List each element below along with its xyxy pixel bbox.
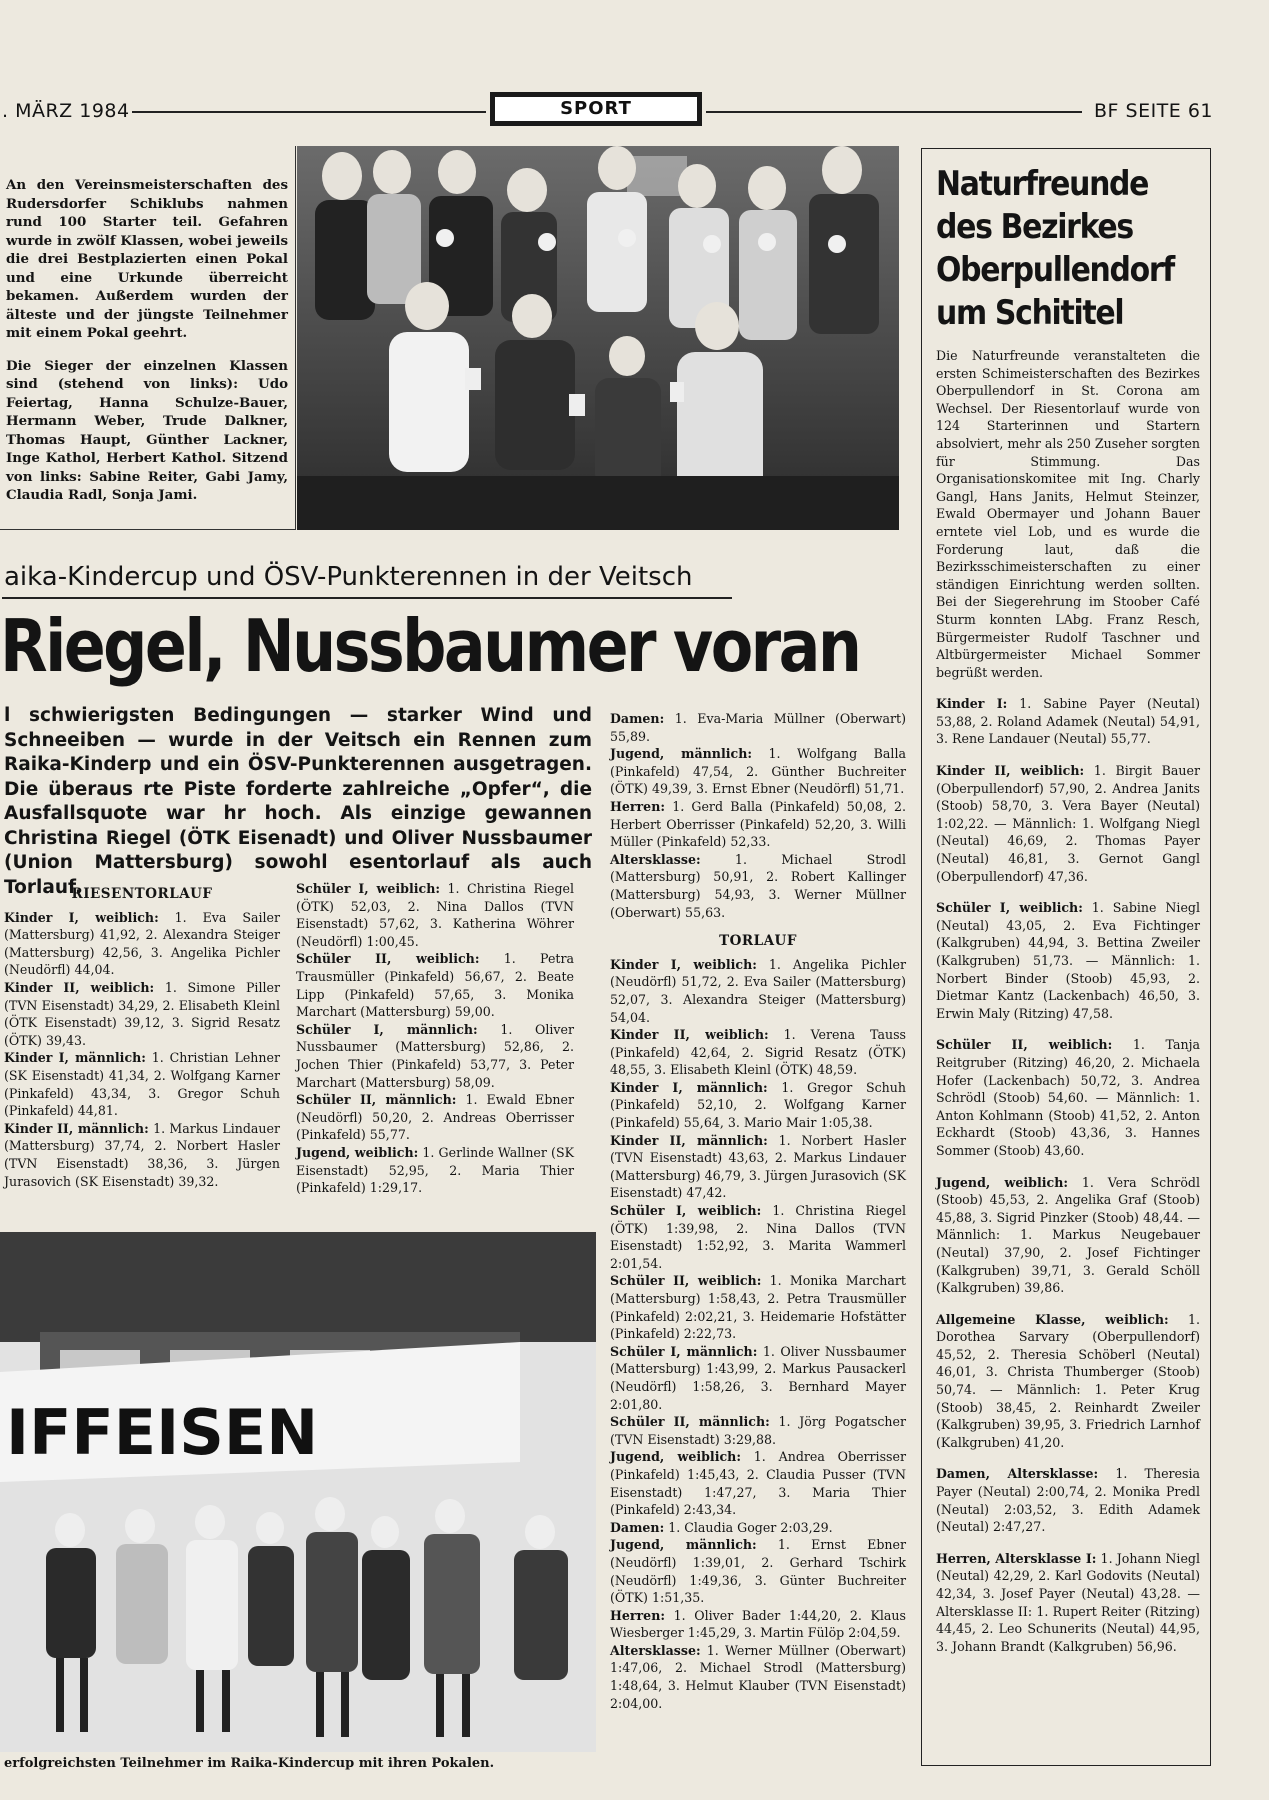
result-entry: Kinder II, männlich: 1. Norbert Hasler (TVN Eisenstadt) 43,63, 2. Markus Lindauer (Mattersburg) 46,79, 3. Jürgen Jurasovich (SK Eisenstadt) 47,42. xyxy=(610,1132,906,1201)
sidebar-result: Schüler II, weiblich: 1. Tanja Reitgruber (Ritzing) 46,20, 2. Michaela Hofer (Lackenbach) 50,72, 3. Andrea Schrödl (Stoob) 54,60. — Männlich: 1. Anton Kohlmann (Stoob) 41,52, 2. Anton Eckhardt (Stoob) 43,36, 3. Hannes Sommer (Stoob) 43,60. xyxy=(936,1037,1200,1158)
result-entry: Altersklasse: 1. Werner Müllner (Oberwart) 1:47,06, 2. Michael Strodl (Mattersburg) 1:48,64, 3. Helmut Klauber (TVN Eisenstadt) 2:04,00. xyxy=(610,1642,906,1711)
result-entry: Schüler II, männlich: 1. Ewald Ebner (Neudörfl) 50,20, 2. Andreas Oberrisser (Pinkafeld) 55,77. xyxy=(296,1092,574,1143)
result-entry: Jugend, männlich: 1. Wolfgang Balla (Pinkafeld) 47,54, 2. Günther Buchreiter (ÖTK) 49,39, 3. Ernst Ebner (Neudörfl) 51,71. xyxy=(610,746,906,797)
kicker-underline xyxy=(2,597,732,599)
result-entry: Altersklasse: 1. Michael Strodl (Mattersburg) 50,91, 2. Robert Kallinger (Mattersburg) 54,93, 3. Werner Müllner (Oberwart) 55,63. xyxy=(610,851,906,920)
result-entry: Schüler I, männlich: 1. Oliver Nussbaumer (Mattersburg) 1:43,99, 2. Markus Pausackerl (Neudörfl) 1:58,26, 3. Bernhard Mayer 2:01,80. xyxy=(610,1343,906,1412)
sidebar-headline-line: des Bezirkes xyxy=(936,207,1133,247)
kids-photo xyxy=(0,1232,596,1752)
result-entry: Jugend, weiblich: 1. Andrea Oberrisser (Pinkafeld) 1:45,43, 2. Claudia Pusser (TVN Eisenstadt) 1:47,27, 3. Maria Thier (Pinkafeld) 2:43,34. xyxy=(610,1449,906,1518)
article-headline: Riegel, Nussbaumer voran xyxy=(0,604,860,688)
result-entry: Kinder II, weiblich: 1. Verena Tauss (Pinkafeld) 42,64, 2. Sigrid Resatz (ÖTK) 48,55, 3. Elisabeth Kleinl (ÖTK) 48,59. xyxy=(610,1027,906,1078)
sidebar-result: Jugend, weiblich: 1. Vera Schrödl (Stoob) 45,53, 2. Angelika Graf (Stoob) 45,88, 3. Sigrid Pinzker (Stoob) 48,44. — Männlich: 1. Markus Neugebauer (Neutal) 37,90, 2. Josef Fichtinger (Kalkgruben) 39,71, 3. Gerald Schöll (Kalkgruben) 39,86. xyxy=(936,1174,1200,1296)
results-column-3 xyxy=(610,710,906,1712)
sidebar-intro: Die Naturfreunde veranstalteten die ersten Schimeisterschaften des Bezirkes Oberpullendorf in St. Corona am Wechsel. Der Riesentorlauf wurde von 124 Starterinnen und Startern absolviert, mehr als 250 Zuseher sorgten für Stimmung. Das Organisationskomitee mit Ing. Charly Gangl, Hans Janits, Helmut Steinzer, Ewald Obermayer und Johann Bauer erntete viel Lob, und es wurde die Forderung laut, daß die Bezirksschimeisterschaften zu einer ständigen Einrichtung werden sollten. Bei der Siegerehrung im Stoober Café Sturm konnten LAbg. Franz Resch, Bürgermeister Rudolf Taschner und Altbürgermeister Michael Sommer begrüßt werden. xyxy=(936,348,1201,680)
result-entry: Jugend, männlich: 1. Ernst Ebner (Neudörfl) 1:39,01, 2. Gerhard Tschirk (Neudörfl) 1:49,36, 3. Günter Buchreiter (ÖTK) 1:51,35. xyxy=(610,1537,906,1606)
sidebar-result: Herren, Altersklasse I: 1. Johann Niegl (Neutal) 42,29, 2. Karl Godovits (Neutal) 42,34, 3. Josef Payer (Neutal) 43,28. — Altersklasse II: 1. Rupert Reiter (Ritzing) 44,45, 2. Leo Schunerits (Neutal) 44,95, 3. Johann Brandt (Kalkgruben) 56,96. xyxy=(936,1550,1200,1654)
result-entry: Schüler II, männlich: 1. Jörg Pogatscher (TVN Eisenstadt) 3:29,88. xyxy=(610,1414,906,1447)
caption-paragraph-1: An den Vereinsmeisterschaften des Rudersdorfer Schiklubs nahmen rund 100 Starter teil. Gefahren wurde in zwölf Klassen, wobei jeweils die drei Bestplazierten einen Pokal und eine Urkunde überreicht bekamen. Außerdem wurden der älteste und der jüngste Teilnehmer mit einem Pokal geehrt. xyxy=(6,177,288,341)
caption-box-rule xyxy=(0,146,296,530)
sidebar-result: Schüler I, weiblich: 1. Sabine Niegl (Neutal) 43,05, 2. Eva Fichtinger (Kalkgruben) 44,94, 3. Bettina Zweiler (Kalkgruben) 51,73. — Männlich: 1. Norbert Binder (Stoob) 45,93, 2. Dietmar Kantz (Lackenbach) 46,50, 3. Erwin Maly (Ritzing) 47,58. xyxy=(936,900,1200,1021)
caption-paragraph-2: Die Sieger der einzelnen Klassen sind (stehend von links): Udo Feiertag, Hanna Schulze-Bauer, Hermann Weber, Trude Dalkner, Thomas Haupt, Günther Lackner, Inge Kathol, Herbert Kathol. Sitzend von links: Sabine Reiter, Gabi Jamy, Claudia Radl, Sonja Jami. xyxy=(6,357,288,503)
result-entry: Damen: 1. Eva-Maria Müllner (Oberwart) 55,89. xyxy=(610,711,906,744)
result-entry: Herren: 1. Oliver Bader 1:44,20, 2. Klaus Wiesberger 1:45,29, 3. Martin Fülöp 2:04,59. xyxy=(610,1607,906,1641)
sidebar-result: Kinder I: 1. Sabine Payer (Neutal) 53,88, 2. Roland Adamek (Neutal) 54,91, 3. Rene Landauer (Neutal) 55,77. xyxy=(936,696,1200,747)
sidebar-result: Damen, Altersklasse: 1. Theresia Payer (Neutal) 2:00,74, 2. Monika Predl (Neutal) 2:03,52, 3. Edith Adamek (Neutal) 2:47,27. xyxy=(936,1466,1200,1535)
issue-date: . MÄRZ 1984 xyxy=(2,100,130,122)
banner-text: IFFEISEN xyxy=(6,1396,319,1469)
article-kicker: aika-Kindercup und ÖSV-Punkterennen in der Veitsch xyxy=(4,562,693,592)
section-label: SPORT xyxy=(495,97,697,121)
result-entry: Schüler I, männlich: 1. Oliver Nussbaumer (Mattersburg) 52,86, 2. Jochen Thier (Pinkafeld) 53,77, 3. Peter Marchart (Mattersburg) 58,09. xyxy=(296,1021,574,1090)
results-column-1 xyxy=(4,880,280,1190)
kids-photo-caption: erfolgreichsten Teilnehmer im Raika-Kindercup mit ihren Pokalen. xyxy=(4,1756,495,1771)
sidebar-result: Allgemeine Klasse, weiblich: 1. Dorothea Sarvary (Oberpullendorf) 45,52, 2. Theresia Schöberl (Neutal) 46,01, 3. Christa Thumberger (Stoob) 50,74. — Männlich: 1. Peter Krug (Stoob) 38,45, 2. Reinhardt Zweiler (Kalkgruben) 39,95, 3. Friedrich Larnhof (Kalkgruben) 41,20. xyxy=(936,1311,1200,1450)
result-entry: Kinder II, männlich: 1. Markus Lindauer (Mattersburg) 37,74, 2. Norbert Hasler (TVN Eisenstadt) 38,36, 3. Jürgen Jurasovich (SK Eisenstadt) 39,32. xyxy=(4,1120,280,1189)
result-entry: Schüler II, weiblich: 1. Petra Trausmüller (Pinkafeld) 56,67, 2. Beate Lipp (Pinkafeld) 57,65, 3. Monika Marchart (Mattersburg) 59,00. xyxy=(296,951,574,1020)
section-heading-riesentorlauf: RIESENTORLAUF xyxy=(71,886,213,902)
result-entry: Jugend, weiblich: 1. Gerlinde Wallner (SK Eisenstadt) 52,95, 2. Maria Thier (Pinkafeld) 1:29,17. xyxy=(296,1144,574,1196)
result-entry: Schüler I, weiblich: 1. Christina Riegel (ÖTK) 52,03, 2. Nina Dallos (TVN Eisenstadt) 57,62, 3. Katherina Wöhrer (Neudörfl) 1:00,45. xyxy=(296,881,574,949)
sidebar-headline-line: um Schititel xyxy=(936,293,1124,333)
result-entry: Kinder I, weiblich: 1. Eva Sailer (Mattersburg) 41,92, 2. Alexandra Steiger (Mattersburg) 42,56, 3. Angelika Pichler (Neudörfl) 44,04. xyxy=(4,909,280,978)
kids-photo-image xyxy=(0,1232,596,1752)
page-number: BF SEITE 61 xyxy=(1094,100,1213,122)
section-label-box xyxy=(490,92,702,126)
article-lead: l schwierigsten Bedingungen — starker Wind und Schneeiben — wurde in der Veitsch ein Rennen zum Raika-Kinderp und ein ÖSV-Punkterennen ausgetragen. Die überaus rte Piste forderte zahlreiche „Opfer“, die Ausfallsquote war hr hoch. Als einzige gewannen Christina Riegel (ÖTK Eisenadt) und Oliver Nussbaumer (Union Mattersburg) sowohl esentorlauf als auch Torlauf. xyxy=(4,705,592,898)
result-entry: Kinder I, männlich: 1. Christian Lehner (SK Eisenstadt) 41,34, 2. Wolfgang Karner (Pinkafeld) 43,34, 3. Gregor Schuh (Pinkafeld) 44,81. xyxy=(4,1050,280,1119)
sidebar-result: Kinder II, weiblich: 1. Birgit Bauer (Oberpullendorf) 57,90, 2. Andrea Janits (Stoob) 58,70, 3. Vera Bayer (Neutal) 1:02,22. — Männlich: 1. Wolfgang Niegl (Neutal) 46,69, 2. Thomas Payer (Neutal) 46,81, 3. Gernot Gangl (Oberpullendorf) 47,36. xyxy=(936,763,1200,884)
sidebar-body xyxy=(936,347,1200,1655)
sidebar-article xyxy=(921,148,1211,1766)
result-entry: Kinder I, weiblich: 1. Angelika Pichler (Neudörfl) 51,72, 2. Eva Sailer (Mattersburg) 52,07, 3. Alexandra Steiger (Mattersburg) 54,04. xyxy=(610,956,907,1025)
result-entry: Damen: 1. Claudia Goger 2:03,29. xyxy=(610,1519,833,1535)
result-entry: Schüler II, weiblich: 1. Monika Marchart (Mattersburg) 1:58,43, 2. Petra Trausmüller (Pinkafeld) 2:02,21, 3. Heidemarie Hofstätter (Pinkafeld) 2:22,73. xyxy=(610,1273,906,1342)
result-entry: Kinder II, weiblich: 1. Simone Piller (TVN Eisenstadt) 34,29, 2. Elisabeth Kleinl (ÖTK Eisenstadt) 39,12, 3. Sigrid Resatz (ÖTK) 39,43. xyxy=(4,979,280,1048)
header-rule-left xyxy=(132,111,486,113)
sidebar-headline xyxy=(936,163,1174,335)
result-entry: Herren: 1. Gerd Balla (Pinkafeld) 50,08, 2. Herbert Oberrisser (Pinkafeld) 52,20, 3. Willi Müller (Pinkafeld) 52,33. xyxy=(610,798,906,850)
result-entry: Schüler I, weiblich: 1. Christina Riegel (ÖTK) 1:39,98, 2. Nina Dallos (TVN Eisenstadt) 1:52,92, 3. Marita Wammerl 2:01,54. xyxy=(610,1203,906,1271)
sidebar-headline-line: Oberpullendorf xyxy=(936,250,1174,290)
result-entry: Kinder I, männlich: 1. Gregor Schuh (Pinkafeld) 52,10, 2. Wolfgang Karner (Pinkafeld) 55,64, 3. Mario Mair 1:05,38. xyxy=(610,1079,906,1131)
section-heading-torlauf: TORLAUF xyxy=(719,933,797,950)
team-photo-image xyxy=(297,146,899,530)
header-rule-right xyxy=(706,111,1082,113)
results-column-2 xyxy=(296,880,574,1197)
team-photo xyxy=(297,146,899,530)
sidebar-headline-line: Naturfreunde xyxy=(936,164,1149,204)
